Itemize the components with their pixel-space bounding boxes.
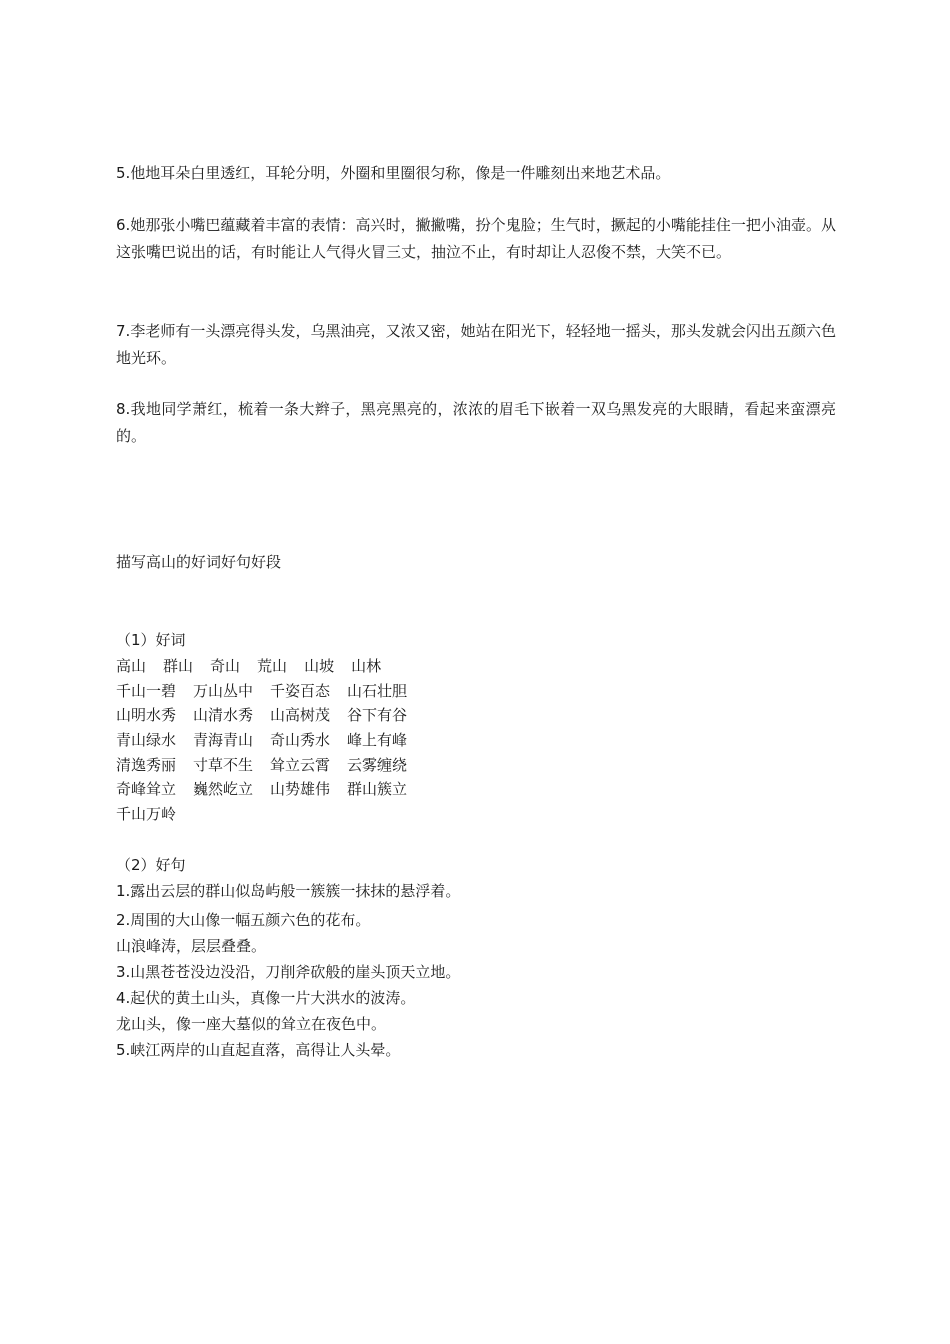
sentence-line: 1.露出云层的群山似岛屿般一簇簇一抹抹的悬浮着。 xyxy=(116,882,461,900)
words-row xyxy=(116,679,424,703)
paragraph-8: 8.我地同学萧红，梳着一条大辫子，黑亮黑亮的，浓浓的眉毛下嵌着一双乌黑发亮的大眼睛，看起来蛮漂亮的。 xyxy=(116,400,836,445)
word-item: 荒山 xyxy=(257,657,288,675)
word-item: 青山绿水 xyxy=(116,731,177,749)
word-item: 青海青山 xyxy=(193,731,254,749)
word-item: 云雾缠绕 xyxy=(347,756,408,774)
sentence-line: 4.起伏的黄土山头，真像一片大洪水的波涛。 xyxy=(116,989,416,1007)
word-item: 千山一碧 xyxy=(116,682,177,700)
word-item: 群山 xyxy=(163,657,194,675)
paragraph-5: 5.他地耳朵白里透红，耳轮分明，外圈和里圈很匀称，像是一件雕刻出来地艺术品。 xyxy=(116,164,671,182)
word-item: 山林 xyxy=(351,657,382,675)
word-item: 山势雄伟 xyxy=(270,780,331,798)
section-title: 描写高山的好词好句好段 xyxy=(116,553,282,571)
word-item: 奇山 xyxy=(210,657,241,675)
word-item: 山石壮胆 xyxy=(347,682,408,700)
sentences-heading: （2）好句 xyxy=(116,856,186,874)
words-row xyxy=(116,654,398,678)
word-item: 千姿百态 xyxy=(270,682,331,700)
word-item: 峰上有峰 xyxy=(347,731,408,749)
words-heading: （1）好词 xyxy=(116,631,186,649)
word-item: 耸立云霄 xyxy=(270,756,331,774)
word-item: 谷下有谷 xyxy=(347,706,408,724)
words-row xyxy=(116,753,424,777)
sentence-line: 2.周围的大山像一幅五颜六色的花布。 xyxy=(116,911,371,929)
word-item: 万山丛中 xyxy=(193,682,254,700)
word-item: 群山簇立 xyxy=(347,780,408,798)
word-item: 清逸秀丽 xyxy=(116,756,177,774)
word-item: 山高树茂 xyxy=(270,706,331,724)
word-item: 山清水秀 xyxy=(193,706,254,724)
word-item: 千山万岭 xyxy=(116,805,177,823)
sentence-line: 山浪峰涛，层层叠叠。 xyxy=(116,937,267,955)
words-row xyxy=(116,802,193,826)
words-row xyxy=(116,777,424,801)
word-item: 寸草不生 xyxy=(193,756,254,774)
word-item: 奇山秀水 xyxy=(270,731,331,749)
paragraph-6: 6.她那张小嘴巴蕴藏着丰富的表情：高兴时，撇撇嘴，扮个鬼脸；生气时，撅起的小嘴能挂住一把小油壶。从这张嘴巴说出的话，有时能让人气得火冒三丈，抽泣不止，有时却让人忍俊不禁，大笑不已。 xyxy=(116,216,836,261)
word-item: 高山 xyxy=(116,657,147,675)
sentence-line: 龙山头，像一座大墓似的耸立在夜色中。 xyxy=(116,1015,387,1033)
sentence-line: 3.山黑苍苍没边没沿，刀削斧砍般的崖头顶天立地。 xyxy=(116,963,461,981)
word-item: 巍然屹立 xyxy=(193,780,254,798)
words-row xyxy=(116,728,424,752)
paragraph-7: 7.李老师有一头漂亮得头发，乌黑油亮，又浓又密，她站在阳光下，轻轻地一摇头，那头发就会闪出五颜六色地光环。 xyxy=(116,322,836,367)
sentence-line: 5.峡江两岸的山直起直落，高得让人头晕。 xyxy=(116,1041,401,1059)
word-item: 奇峰耸立 xyxy=(116,780,177,798)
words-row xyxy=(116,703,424,727)
word-item: 山明水秀 xyxy=(116,706,177,724)
word-item: 山坡 xyxy=(304,657,335,675)
